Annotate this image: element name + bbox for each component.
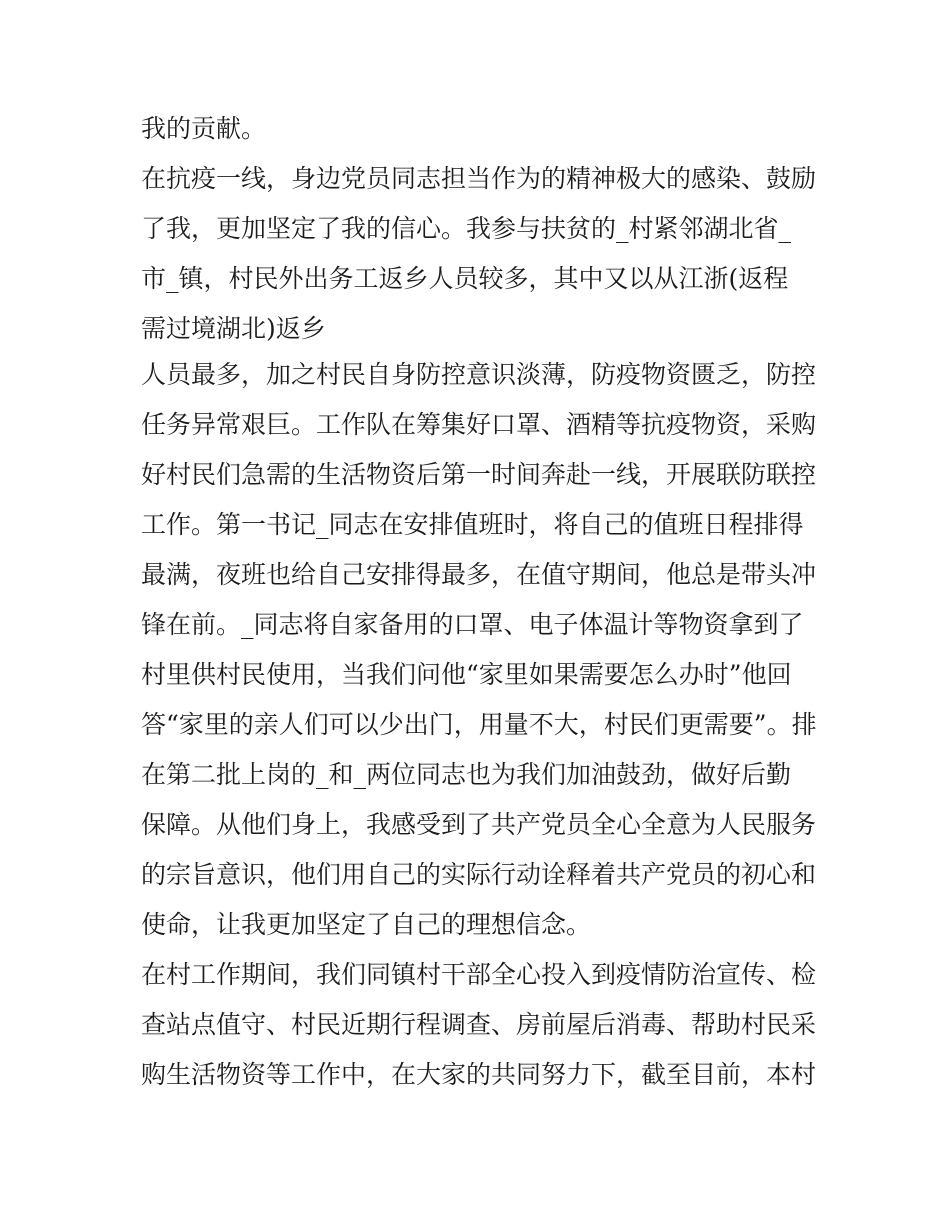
text-line: 答“家里的亲人们可以少出门，用量不大，村民们更需要”。排	[141, 710, 817, 739]
text-line: 在第二批上岗的_和_两位同志也为我们加油鼓劲，做好后勤	[141, 760, 792, 789]
document-body	[141, 110, 831, 1106]
text-line: 锋在前。_同志将自家备用的口罩、电子体温计等物资拿到了	[141, 610, 804, 639]
text-line: 在抗疫一线，身边党员同志担当作为的精神极大的感染、鼓励	[141, 164, 817, 193]
text-line: 了我，更加坚定了我的信心。我参与扶贫的_村紧邻湖北省_	[141, 214, 792, 243]
text-line: 市_镇，村民外出务工返乡人员较多，其中又以从江浙(返程	[141, 264, 789, 293]
text-line: 人员最多，加之村民自身防控意识淡薄，防疫物资匮乏，防控	[141, 360, 817, 389]
text-line: 工作。第一书记_同志在安排值班时，将自己的值班日程排得	[141, 510, 804, 539]
text-line: 的宗旨意识，他们用自己的实际行动诠释着共产党员的初心和	[141, 860, 817, 889]
text-line: 使命，让我更加坚定了自己的理想信念。	[141, 910, 592, 939]
text-line: 任务异常艰巨。工作队在筹集好口罩、酒精等抗疫物资，采购	[141, 410, 817, 439]
text-line: 在村工作期间，我们同镇村干部全心投入到疫情防治宣传、检	[141, 960, 817, 989]
text-line: 查站点值守、村民近期行程调查、房前屋后消毒、帮助村民采	[141, 1010, 817, 1039]
text-line: 最满，夜班也给自己安排得最多，在值守期间，他总是带头冲	[141, 560, 817, 589]
text-line: 村里供村民使用，当我们问他“家里如果需要怎么办时”他回	[141, 660, 792, 689]
text-line: 好村民们急需的生活物资后第一时间奔赴一线，开展联防联控	[141, 460, 817, 489]
text-line: 需过境湖北)返乡	[141, 314, 326, 343]
text-line: 购生活物资等工作中，在大家的共同努力下，截至目前，本村	[141, 1060, 817, 1089]
text-line: 我的贡献。	[141, 114, 267, 143]
text-line: 保障。从他们身上，我感受到了共产党员全心全意为人民服务	[141, 810, 817, 839]
